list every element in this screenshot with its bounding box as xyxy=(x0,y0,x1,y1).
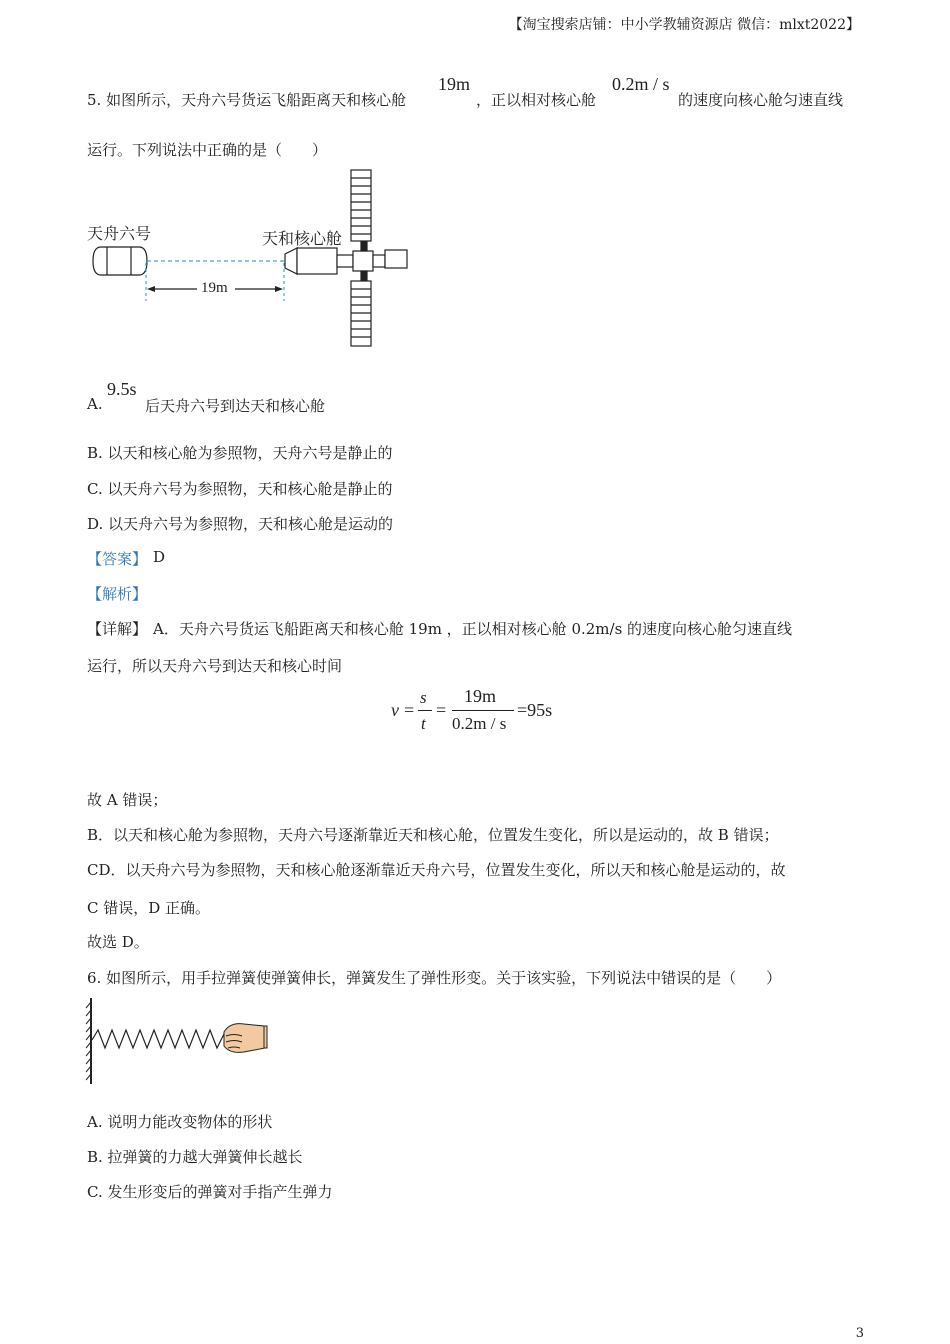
explanation-cd-line1: CD．以天舟六号为参照物，天和核心舱逐渐靠近天舟六号，位置发生变化，所以天和核心舱是运动的，故 xyxy=(87,861,786,879)
q5-stem-part1: 5. 如图所示，天舟六号货运飞船距离天和核心舱 xyxy=(87,91,407,109)
page-number: 3 xyxy=(855,1326,864,1341)
formula-v: v xyxy=(391,700,399,720)
tianhe-module-shape xyxy=(285,170,407,346)
q6-option-a: A. 说明力能改变物体的形状 xyxy=(87,1113,273,1131)
q5-option-b: B. 以天和核心舱为参照物，天舟六号是静止的 xyxy=(87,444,393,462)
explanation-cd-line2: C 错误，D 正确。 xyxy=(87,899,211,917)
q5-option-a-time: 9.5s xyxy=(107,379,137,399)
q5-stem-part3: 的速度向核心舱匀速直线 xyxy=(678,91,844,109)
spring-hand-diagram xyxy=(84,996,269,1088)
tianzhou-capsule-shape xyxy=(93,247,147,275)
explanation-b: B．以天和核心舱为参照物，天舟六号逐渐靠近天和核心舱，位置发生变化，所以是运动的，故 B 错误； xyxy=(87,826,779,844)
q5-stem-line2: 运行。下列说法中正确的是（ ） xyxy=(87,141,328,159)
q6-option-c: C. 发生形变后的弹簧对手指产生弹力 xyxy=(87,1183,333,1201)
formula-result: =95s xyxy=(517,700,553,720)
formula-den: 0.2m / s xyxy=(452,714,507,733)
spacecraft-diagram xyxy=(85,165,425,355)
fig-dist-label: 19m xyxy=(201,280,228,296)
q5-distance: 19m xyxy=(438,74,471,94)
fig-label-tianhe: 天和核心舱 xyxy=(262,229,343,248)
answer-tag: 【答案】 xyxy=(87,550,148,568)
q6-option-b: B. 拉弹簧的力越大弹簧伸长越长 xyxy=(87,1148,303,1166)
page-header: 【淘宝搜索店铺：中小学教辅资源店 微信：mlxt2022】 xyxy=(508,17,860,33)
detail-tag: 【详解】 xyxy=(87,620,148,638)
formula-eq2: = xyxy=(436,700,447,720)
detail-line2: 运行，所以天舟六号到达天和核心时间 xyxy=(87,657,343,675)
formula-s: s xyxy=(420,688,427,707)
formula-t: t xyxy=(421,714,426,733)
final-answer: 故选 D。 xyxy=(87,933,149,951)
q5-speed: 0.2m / s xyxy=(612,74,670,94)
analysis-tag: 【解析】 xyxy=(87,585,148,603)
formula-num: 19m xyxy=(464,686,497,706)
conclusion-a: 故 A 错误； xyxy=(87,791,168,809)
fig-label-tianzhou: 天舟六号 xyxy=(87,224,152,243)
q5-option-c: C. 以天舟六号为参照物，天和核心舱是静止的 xyxy=(87,480,393,498)
detail-line1: A．天舟六号货运飞船距离天和核心舱 19m ，正以相对核心舱 0.2m/s 的速度向核心舱匀速直线 xyxy=(153,620,793,638)
answer-value: D xyxy=(153,548,166,566)
hand-shape xyxy=(224,1024,267,1053)
q6-stem: 6. 如图所示，用手拉弹簧使弹簧伸长，弹簧发生了弹性形变。关于该实验，下列说法中错误的是（ ） xyxy=(87,969,782,987)
q5-option-d: D. 以天舟六号为参照物，天和核心舱是运动的 xyxy=(87,515,394,533)
q5-stem-part2: ，正以相对核心舱 xyxy=(476,91,597,109)
formula-eq1: = xyxy=(404,700,415,720)
q5-option-a-text: 后天舟六号到达天和核心舱 xyxy=(145,397,326,415)
q5-option-a-label: A. xyxy=(87,395,103,413)
spring-shape xyxy=(92,1030,224,1048)
